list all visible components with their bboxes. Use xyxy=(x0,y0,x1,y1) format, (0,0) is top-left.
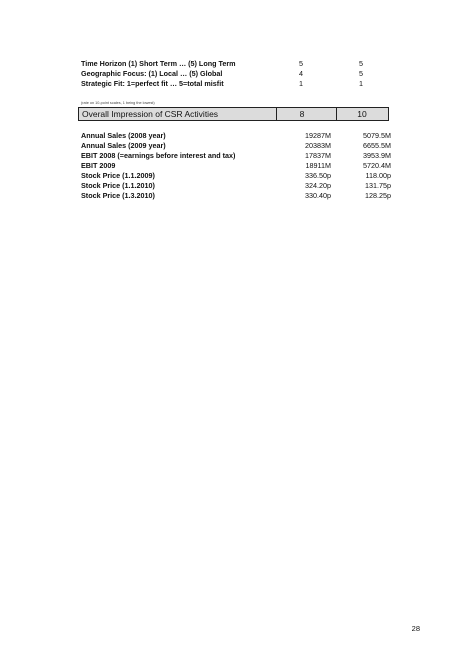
financial-value-company-2: 128.25p xyxy=(365,191,391,200)
overall-impression-label: Overall Impression of CSR Activities xyxy=(82,109,219,119)
page-number: 28 xyxy=(411,624,420,633)
financial-value-company-1: 336.50p xyxy=(305,171,331,180)
rating-label: Geographic Focus: (1) Local … (5) Global xyxy=(81,69,223,78)
overall-impression-value-company-1: 8 xyxy=(299,109,305,119)
rating-value-company-1: 4 xyxy=(299,69,303,78)
financial-label: Stock Price (1.1.2009) xyxy=(81,171,155,180)
overall-impression-row xyxy=(78,107,389,121)
financial-value-company-1: 330.40p xyxy=(305,191,331,200)
financial-row-annual-sales-2008 xyxy=(81,131,411,141)
financial-row-ebit-2008 xyxy=(81,151,411,161)
financial-row-stock-price-2010-jan xyxy=(81,181,411,191)
rating-value-company-2: 5 xyxy=(359,59,363,68)
financial-label: Stock Price (1.3.2010) xyxy=(81,191,155,200)
rating-value-company-1: 1 xyxy=(299,79,303,88)
financial-value-company-1: 324.20p xyxy=(305,181,331,190)
financial-row-stock-price-2009 xyxy=(81,171,411,181)
financial-row-ebit-2009 xyxy=(81,161,411,171)
rating-row-time-horizon xyxy=(81,59,411,69)
financial-label: Annual Sales (2008 year) xyxy=(81,131,166,140)
financial-label: EBIT 2008 (=earnings before interest and tax) xyxy=(81,151,236,160)
financial-value-company-2: 6655.5M xyxy=(363,141,391,150)
rating-scale-note: (rate on 10-point scales, 1 being the lowest) xyxy=(81,101,155,105)
financial-value-company-2: 5720.4M xyxy=(363,161,391,170)
financial-row-annual-sales-2009 xyxy=(81,141,411,151)
rating-value-company-2: 1 xyxy=(359,79,363,88)
rating-value-company-1: 5 xyxy=(299,59,303,68)
financial-label: EBIT 2009 xyxy=(81,161,116,170)
financial-value-company-2: 3953.9M xyxy=(363,151,391,160)
rating-row-geographic-focus xyxy=(81,69,411,79)
financial-value-company-2: 118.00p xyxy=(365,171,391,180)
overall-impression-value-company-2: 10 xyxy=(357,109,367,119)
financial-label: Annual Sales (2009 year) xyxy=(81,141,166,150)
rating-label: Strategic Fit: 1=perfect fit … 5=total misfit xyxy=(81,79,224,88)
financial-value-company-1: 19287M xyxy=(305,131,331,140)
financial-value-company-1: 20383M xyxy=(305,141,331,150)
financial-value-company-1: 17837M xyxy=(305,151,331,160)
financial-value-company-2: 5079.5M xyxy=(363,131,391,140)
financial-value-company-1: 18911M xyxy=(305,161,331,170)
financial-label: Stock Price (1.1.2010) xyxy=(81,181,155,190)
financial-row-stock-price-2010-mar xyxy=(81,191,411,201)
financial-value-company-2: 131.75p xyxy=(365,181,391,190)
rating-value-company-2: 5 xyxy=(359,69,363,78)
rating-row-strategic-fit xyxy=(81,79,411,89)
rating-label: Time Horizon (1) Short Term … (5) Long Term xyxy=(81,59,236,68)
